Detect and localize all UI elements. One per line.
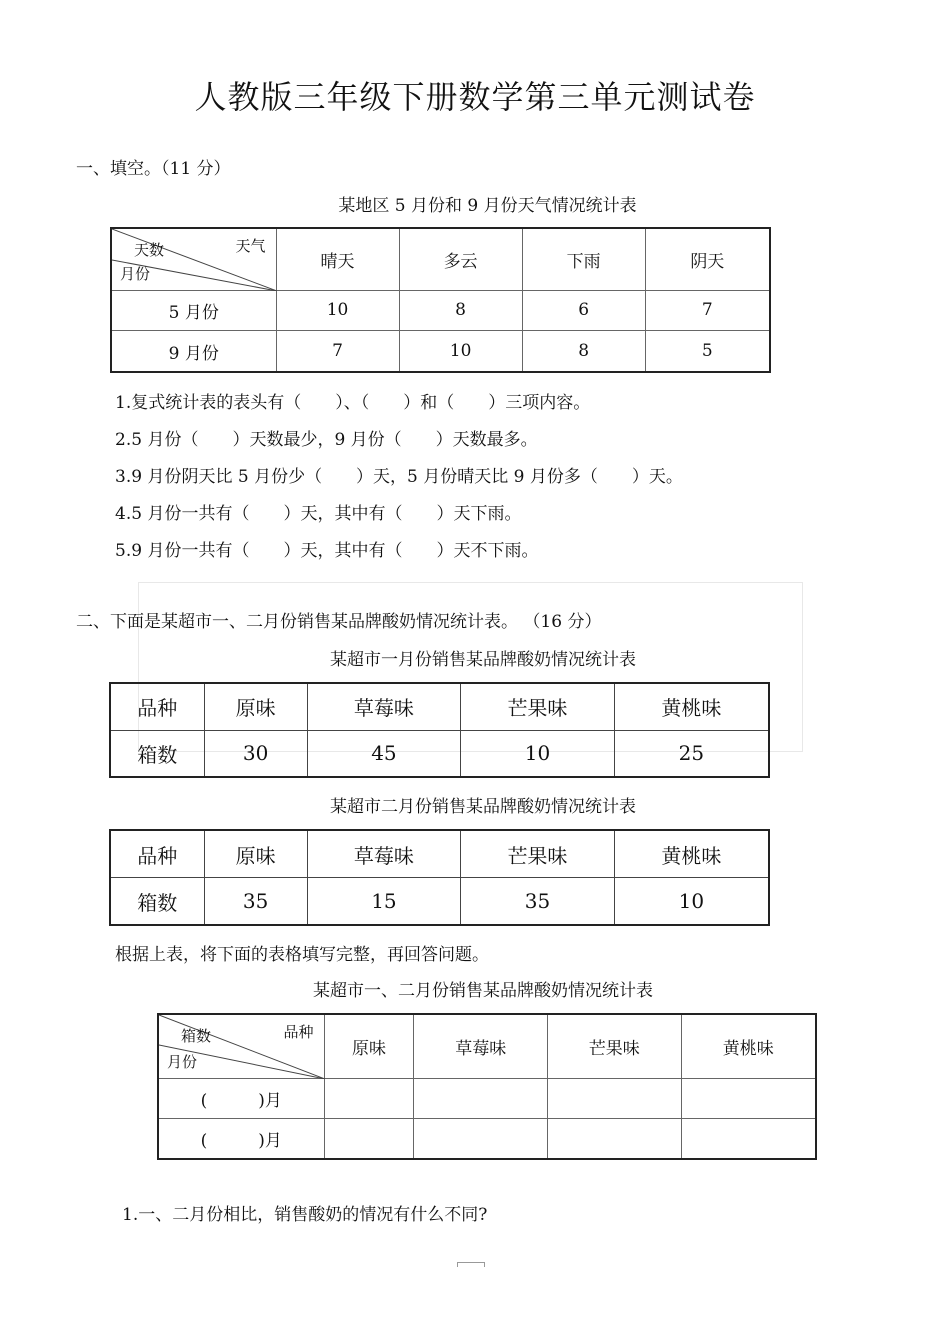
question-1-5: 5.9 月份一共有（ ）天，其中有（ ）天不下雨。 xyxy=(115,541,539,561)
table-cell: 原味 xyxy=(204,683,307,730)
corner-label-month: 月份 xyxy=(120,264,151,283)
page-marker xyxy=(457,1262,485,1267)
table-cell: 芒果味 xyxy=(461,830,615,878)
table-cell: 7 xyxy=(645,290,770,331)
blank-cell[interactable] xyxy=(414,1118,548,1159)
column-header: 晴天 xyxy=(276,228,399,290)
table-cell: 原味 xyxy=(204,830,307,878)
blank-cell[interactable] xyxy=(414,1078,548,1118)
blank-cell[interactable] xyxy=(324,1118,414,1159)
table-cell: 35 xyxy=(461,878,615,926)
column-header: 草莓味 xyxy=(414,1014,548,1078)
blank-cell[interactable] xyxy=(681,1118,816,1159)
column-header: 下雨 xyxy=(522,228,645,290)
column-header: 原味 xyxy=(324,1014,414,1078)
table-cell: 10 xyxy=(399,331,522,372)
instruction-text: 根据上表，将下面的表格填写完整，再回答问题。 xyxy=(115,945,489,965)
table-cell: 10 xyxy=(614,878,769,926)
weather-table-corner xyxy=(111,228,276,290)
table-cell: 黄桃味 xyxy=(614,830,769,878)
table-row xyxy=(111,331,770,372)
table-cell: 10 xyxy=(276,290,399,331)
column-header: 芒果味 xyxy=(548,1014,682,1078)
weather-table xyxy=(110,227,771,373)
corner-label-month: 月份 xyxy=(167,1052,198,1071)
table-cell: 草莓味 xyxy=(307,830,461,878)
column-header: 黄桃味 xyxy=(681,1014,816,1078)
table-cell: 品种 xyxy=(110,830,204,878)
table-cell: 8 xyxy=(522,331,645,372)
table-row xyxy=(158,1118,816,1159)
feb-table xyxy=(109,829,770,926)
blank-cell[interactable] xyxy=(681,1078,816,1118)
section1-heading: 一、填空。（11 分） xyxy=(76,159,231,179)
question-1-3: 3.9 月份阴天比 5 月份少（ ）天，5 月份晴天比 9 月份多（ ）天。 xyxy=(115,467,683,487)
section2-heading: 二、下面是某超市一、二月份销售某品牌酸奶情况统计表。 （16 分） xyxy=(76,612,602,632)
feb-table-caption: 某超市二月份销售某品牌酸奶情况统计表 xyxy=(330,797,636,817)
corner-label-days: 天数 xyxy=(134,241,165,259)
table-cell: 15 xyxy=(307,878,461,926)
table-cell: 黄桃味 xyxy=(614,683,769,730)
combined-table xyxy=(157,1013,817,1160)
jan-table-caption: 某超市一月份销售某品牌酸奶情况统计表 xyxy=(330,650,636,670)
question-1-2: 2.5 月份（ ）天数最少，9 月份（ ）天数最多。 xyxy=(115,430,538,450)
table-cell: 45 xyxy=(307,730,461,777)
column-header: 阴天 xyxy=(645,228,770,290)
blank-cell[interactable] xyxy=(324,1078,414,1118)
blank-cell[interactable] xyxy=(548,1078,682,1118)
question-1-1: 1.复式统计表的表头有（ ）、（ ）和（ ）三项内容。 xyxy=(115,393,591,413)
row-label: ( )月 xyxy=(158,1118,324,1159)
jan-table xyxy=(109,682,770,778)
blank-cell[interactable] xyxy=(548,1118,682,1159)
table-cell: 品种 xyxy=(110,683,204,730)
table-cell: 8 xyxy=(399,290,522,331)
table-cell: 35 xyxy=(204,878,307,926)
corner-label-boxes: 箱数 xyxy=(181,1027,212,1045)
table-row xyxy=(111,290,770,331)
corner-label-variety: 品种 xyxy=(283,1023,314,1041)
table-cell: 芒果味 xyxy=(461,683,615,730)
table-row xyxy=(158,1078,816,1118)
question-2-1: 1.一、二月份相比，销售酸奶的情况有什么不同? xyxy=(122,1205,488,1225)
row-label: 9 月份 xyxy=(111,331,276,372)
page-title: 人教版三年级下册数学第三单元测试卷 xyxy=(194,78,756,116)
table-cell: 30 xyxy=(204,730,307,777)
combined-table-corner xyxy=(158,1014,324,1078)
table-cell: 7 xyxy=(276,331,399,372)
table-cell: 箱数 xyxy=(110,878,204,926)
combined-table-caption: 某超市一、二月份销售某品牌酸奶情况统计表 xyxy=(313,981,653,1001)
table-cell: 25 xyxy=(614,730,769,777)
column-header: 多云 xyxy=(399,228,522,290)
weather-table-caption: 某地区 5 月份和 9 月份天气情况统计表 xyxy=(338,196,637,216)
row-label: ( )月 xyxy=(158,1078,324,1118)
table-cell: 6 xyxy=(522,290,645,331)
question-1-4: 4.5 月份一共有（ ）天，其中有（ ）天下雨。 xyxy=(115,504,522,524)
table-cell: 10 xyxy=(461,730,615,777)
corner-label-weather: 天气 xyxy=(235,237,266,255)
table-cell: 草莓味 xyxy=(307,683,461,730)
table-cell: 箱数 xyxy=(110,730,204,777)
table-cell: 5 xyxy=(645,331,770,372)
row-label: 5 月份 xyxy=(111,290,276,331)
